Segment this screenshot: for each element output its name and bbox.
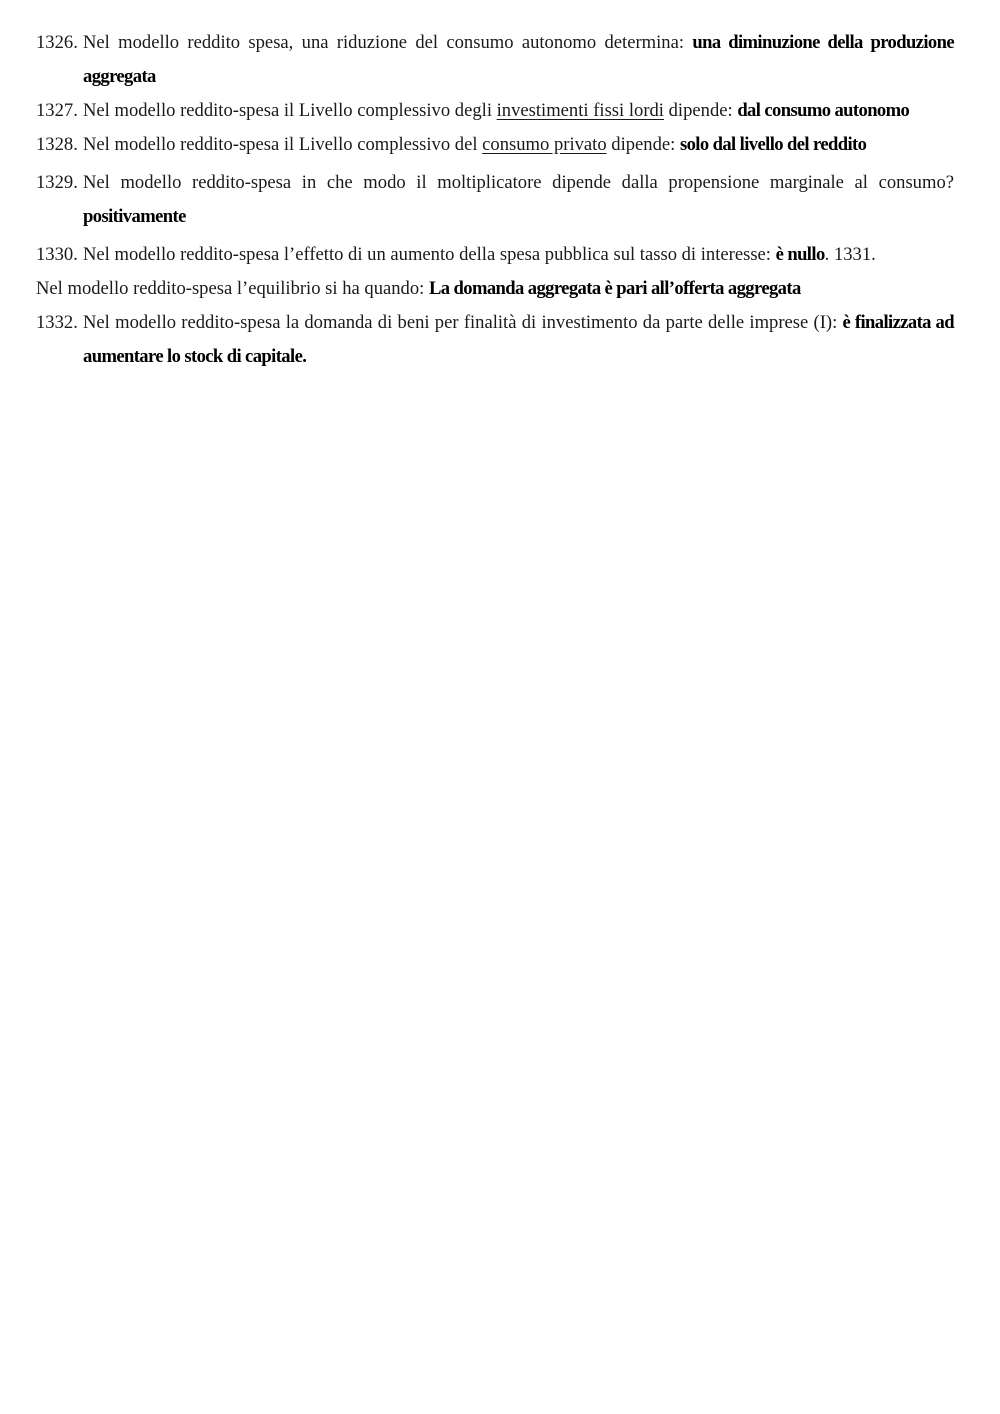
question-number: 1326. [36, 32, 78, 53]
answer-text: è nullo [775, 244, 825, 265]
question-number: 1327. [36, 100, 78, 121]
question-number: 1332. [36, 312, 78, 333]
document-page [36, 26, 954, 374]
answer-text: La domanda aggregata è pari all’offerta aggregata [428, 278, 801, 299]
underlined-term: investimenti fissi lordi [496, 100, 664, 121]
question-number: 1329. [36, 172, 78, 193]
trailing-text: . 1331. [824, 244, 876, 265]
answer-text: solo dal livello del reddito [679, 134, 867, 155]
question-number: 1328. [36, 134, 78, 155]
question-1327 [36, 94, 954, 128]
underlined-term: consumo privato [482, 134, 607, 155]
answer-text: positivamente [83, 206, 186, 227]
question-text: Nel modello reddito spesa, una riduzione del consumo autonomo determina: [83, 32, 693, 53]
question-1332 [36, 306, 954, 374]
question-text-cont: dipende: [663, 100, 738, 121]
question-1326 [36, 26, 954, 94]
answer-text: una diminuzione della produzione aggregata [83, 32, 954, 87]
question-1330 [36, 238, 954, 272]
question-text: Nel modello reddito-spesa il Livello complessivo del [83, 134, 483, 155]
question-text: Nel modello reddito-spesa il Livello complessivo degli [83, 100, 497, 121]
question-number: 1330. [36, 244, 78, 265]
question-1331 [36, 272, 954, 306]
question-text-cont: dipende: [606, 134, 680, 155]
question-text: Nel modello reddito-spesa l’effetto di un aumento della spesa pubblica sul tasso di interesse: [83, 244, 776, 265]
question-text: Nel modello reddito-spesa in che modo il moltiplicatore dipende dalla propensione marginale al consumo? [83, 172, 954, 193]
answer-text: è finalizzata ad aumentare lo stock di capitale. [83, 312, 954, 367]
answer-text: dal consumo autonomo [737, 100, 910, 121]
question-text: Nel modello reddito-spesa l’equilibrio si ha quando: [36, 278, 429, 299]
question-text: Nel modello reddito-spesa la domanda di beni per finalità di investimento da parte delle imprese (I): [83, 312, 843, 333]
question-1328 [36, 128, 954, 162]
question-1329 [36, 166, 954, 234]
